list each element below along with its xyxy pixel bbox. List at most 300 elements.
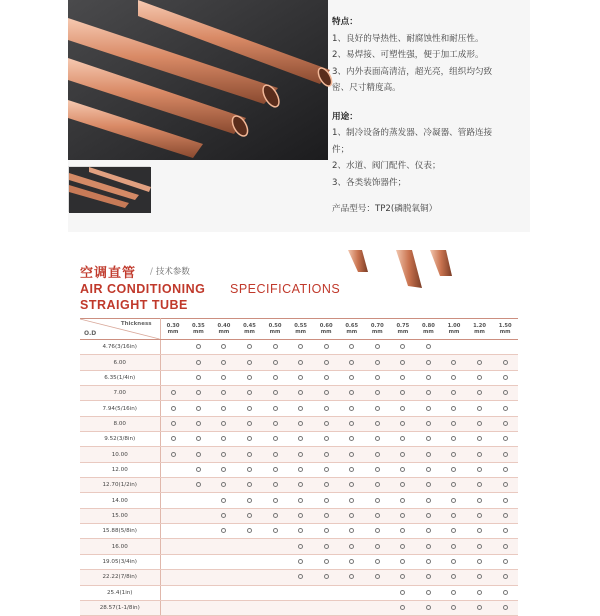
en-title-line-1: AIR CONDITIONING	[80, 282, 206, 296]
availability-cell	[492, 585, 518, 600]
available-mark	[221, 452, 226, 457]
available-mark	[273, 406, 278, 411]
availability-cell	[441, 524, 467, 539]
availability-cell	[339, 539, 365, 554]
availability-cell	[288, 386, 314, 401]
table-row	[80, 524, 518, 539]
availability-cell	[288, 370, 314, 385]
available-mark	[503, 467, 508, 472]
thickness-header	[416, 319, 442, 340]
available-mark	[375, 574, 380, 579]
availability-cell	[262, 416, 288, 431]
availability-cell	[390, 462, 416, 477]
available-mark	[375, 513, 380, 518]
thickness-value: 0.45	[243, 323, 256, 329]
availability-cell	[262, 554, 288, 569]
availability-cell	[288, 416, 314, 431]
table-row	[80, 447, 518, 462]
availability-cell	[492, 478, 518, 493]
availability-cell	[416, 355, 442, 370]
available-mark	[400, 574, 405, 579]
availability-cell	[186, 386, 212, 401]
availability-cell	[288, 554, 314, 569]
available-mark	[451, 390, 456, 395]
availability-cell	[211, 370, 237, 385]
thickness-value: 0.65	[345, 323, 359, 329]
available-mark	[503, 605, 508, 610]
availability-cell	[339, 478, 365, 493]
corner-od-label: O.D	[84, 330, 97, 337]
available-mark	[375, 375, 380, 380]
od-cell: 4.76(3/16in)	[80, 340, 160, 355]
availability-cell	[441, 447, 467, 462]
availability-cell	[237, 585, 263, 600]
available-mark	[477, 544, 482, 549]
availability-cell	[390, 570, 416, 585]
available-mark	[503, 390, 508, 395]
availability-cell	[313, 600, 339, 615]
od-cell: 8.00	[80, 416, 160, 431]
available-mark	[324, 360, 329, 365]
available-mark	[324, 467, 329, 472]
od-cell: 9.52(3/8in)	[80, 432, 160, 447]
availability-cell	[416, 600, 442, 615]
available-mark	[273, 360, 278, 365]
available-mark	[400, 375, 405, 380]
availability-cell	[186, 340, 212, 355]
available-mark	[221, 406, 226, 411]
availability-cell	[441, 554, 467, 569]
thickness-header	[288, 319, 314, 340]
available-mark	[503, 574, 508, 579]
available-mark	[196, 375, 201, 380]
availability-cell	[160, 600, 186, 615]
availability-cell	[288, 432, 314, 447]
table-row	[80, 386, 518, 401]
availability-cell	[492, 355, 518, 370]
table-row	[80, 493, 518, 508]
available-mark	[273, 344, 278, 349]
availability-cell	[262, 370, 288, 385]
thickness-header	[492, 319, 518, 340]
availability-cell	[390, 600, 416, 615]
availability-cell	[365, 401, 391, 416]
availability-cell	[365, 508, 391, 523]
available-mark	[477, 498, 482, 503]
available-mark	[400, 360, 405, 365]
availability-cell	[441, 478, 467, 493]
feature-item-1: 1、良好的导热性、耐腐蚀性和耐压性。	[332, 33, 484, 44]
availability-cell	[441, 386, 467, 401]
availability-cell	[237, 355, 263, 370]
availability-cell	[313, 401, 339, 416]
availability-cell	[416, 401, 442, 416]
available-mark	[273, 498, 278, 503]
available-mark	[196, 390, 201, 395]
available-mark	[247, 467, 252, 472]
available-mark	[171, 452, 176, 457]
availability-cell	[211, 585, 237, 600]
available-mark	[426, 406, 431, 411]
availability-cell	[339, 416, 365, 431]
available-mark	[349, 344, 354, 349]
available-mark	[298, 544, 303, 549]
available-mark	[273, 452, 278, 457]
availability-cell	[237, 370, 263, 385]
available-mark	[273, 436, 278, 441]
availability-cell	[186, 478, 212, 493]
availability-cell	[339, 432, 365, 447]
availability-cell	[492, 370, 518, 385]
thickness-value: 0.50	[268, 323, 282, 329]
availability-cell	[339, 355, 365, 370]
availability-cell	[262, 524, 288, 539]
availability-cell	[211, 447, 237, 462]
availability-cell	[441, 539, 467, 554]
available-mark	[503, 482, 508, 487]
available-mark	[375, 436, 380, 441]
available-mark	[247, 452, 252, 457]
thickness-value: 0.80	[422, 323, 435, 329]
available-mark	[298, 482, 303, 487]
available-mark	[375, 528, 380, 533]
availability-cell	[186, 462, 212, 477]
availability-cell	[288, 539, 314, 554]
available-mark	[426, 498, 431, 503]
availability-cell	[211, 401, 237, 416]
available-mark	[349, 390, 354, 395]
availability-cell	[237, 416, 263, 431]
availability-cell	[492, 508, 518, 523]
available-mark	[400, 421, 405, 426]
availability-cell	[237, 401, 263, 416]
availability-cell	[186, 585, 212, 600]
available-mark	[400, 390, 405, 395]
availability-cell	[416, 462, 442, 477]
available-mark	[349, 421, 354, 426]
availability-cell	[160, 355, 186, 370]
en-title-line-2: STRAIGHT TUBE	[80, 298, 188, 312]
available-mark	[426, 590, 431, 595]
available-mark	[400, 467, 405, 472]
available-mark	[400, 528, 405, 533]
available-mark	[324, 528, 329, 533]
availability-cell	[211, 432, 237, 447]
available-mark	[298, 375, 303, 380]
available-mark	[477, 360, 482, 365]
availability-cell	[390, 478, 416, 493]
availability-cell	[211, 508, 237, 523]
available-mark	[426, 513, 431, 518]
available-mark	[273, 528, 278, 533]
available-mark	[400, 559, 405, 564]
availability-cell	[365, 416, 391, 431]
available-mark	[477, 452, 482, 457]
availability-cell	[339, 585, 365, 600]
availability-cell	[467, 340, 493, 355]
available-mark	[196, 452, 201, 457]
available-mark	[349, 574, 354, 579]
available-mark	[400, 498, 405, 503]
available-mark	[375, 559, 380, 564]
availability-cell	[186, 493, 212, 508]
available-mark	[324, 482, 329, 487]
od-cell: 22.22(7/8in)	[80, 570, 160, 585]
available-mark	[298, 452, 303, 457]
available-mark	[298, 513, 303, 518]
available-mark	[503, 544, 508, 549]
available-mark	[324, 513, 329, 518]
available-mark	[221, 528, 226, 533]
thickness-header	[339, 319, 365, 340]
thumbnail-image[interactable]	[68, 166, 150, 212]
thickness-unit: mm	[295, 329, 306, 335]
availability-cell	[160, 539, 186, 554]
available-mark	[477, 605, 482, 610]
available-mark	[171, 390, 176, 395]
availability-cell	[416, 570, 442, 585]
available-mark	[451, 498, 456, 503]
usage-item-2: 2、水道、阀门配件、仪表；	[332, 161, 441, 171]
subtitle-separator: /	[150, 267, 153, 277]
od-cell: 10.00	[80, 447, 160, 462]
availability-cell	[365, 524, 391, 539]
availability-cell	[211, 355, 237, 370]
available-mark	[451, 467, 456, 472]
available-mark	[324, 406, 329, 411]
availability-cell	[237, 524, 263, 539]
od-cell: 7.00	[80, 386, 160, 401]
available-mark	[298, 436, 303, 441]
availability-cell	[467, 355, 493, 370]
thickness-unit: mm	[167, 329, 179, 335]
availability-cell	[416, 585, 442, 600]
availability-cell	[441, 570, 467, 585]
availability-cell	[262, 539, 288, 554]
availability-cell	[365, 585, 391, 600]
available-mark	[247, 360, 252, 365]
availability-cell	[365, 355, 391, 370]
availability-cell	[160, 416, 186, 431]
availability-cell	[211, 554, 237, 569]
availability-cell	[365, 370, 391, 385]
available-mark	[298, 390, 303, 395]
available-mark	[426, 544, 431, 549]
available-mark	[324, 559, 329, 564]
availability-cell	[262, 585, 288, 600]
copper-tube-photo	[68, 0, 328, 160]
available-mark	[273, 482, 278, 487]
availability-cell	[339, 554, 365, 569]
availability-cell	[441, 340, 467, 355]
available-mark	[196, 360, 201, 365]
available-mark	[298, 528, 303, 533]
availability-cell	[390, 370, 416, 385]
availability-cell	[492, 416, 518, 431]
available-mark	[477, 421, 482, 426]
available-mark	[503, 528, 508, 533]
available-mark	[247, 344, 252, 349]
availability-cell	[365, 340, 391, 355]
availability-cell	[467, 585, 493, 600]
available-mark	[503, 513, 508, 518]
available-mark	[349, 452, 354, 457]
features-title: 特点：	[332, 17, 358, 27]
availability-cell	[262, 493, 288, 508]
availability-cell	[313, 432, 339, 447]
availability-cell	[416, 370, 442, 385]
od-cell: 6.35(1/4in)	[80, 370, 160, 385]
availability-cell	[467, 370, 493, 385]
availability-cell	[467, 416, 493, 431]
available-mark	[324, 421, 329, 426]
availability-cell	[160, 554, 186, 569]
availability-cell	[160, 524, 186, 539]
availability-cell	[467, 600, 493, 615]
availability-cell	[186, 539, 212, 554]
availability-cell	[390, 401, 416, 416]
thickness-unit: mm	[474, 329, 485, 335]
availability-cell	[313, 340, 339, 355]
available-mark	[247, 528, 252, 533]
availability-cell	[492, 386, 518, 401]
usage-title: 用途：	[332, 111, 358, 122]
available-mark	[451, 528, 456, 533]
availability-cell	[339, 401, 365, 416]
available-mark	[247, 436, 252, 441]
availability-cell	[186, 370, 212, 385]
available-mark	[426, 467, 431, 472]
thickness-value: 0.30	[166, 323, 180, 329]
availability-cell	[339, 508, 365, 523]
availability-cell	[211, 478, 237, 493]
availability-cell	[416, 340, 442, 355]
available-mark	[426, 421, 431, 426]
availability-cell	[313, 478, 339, 493]
availability-cell	[160, 585, 186, 600]
available-mark	[426, 452, 431, 457]
availability-cell	[313, 355, 339, 370]
available-mark	[503, 406, 508, 411]
availability-cell	[492, 600, 518, 615]
available-mark	[196, 467, 201, 472]
availability-cell	[262, 508, 288, 523]
available-mark	[477, 390, 482, 395]
thickness-unit: mm	[397, 329, 409, 335]
usage-item-1: 1、制冷设备的蒸发器、冷凝器、管路连接	[332, 128, 493, 138]
availability-cell	[262, 386, 288, 401]
available-mark	[426, 390, 431, 395]
thickness-header	[313, 319, 339, 340]
thickness-value: 0.60	[319, 323, 333, 329]
spec-header	[80, 258, 530, 318]
availability-cell	[390, 554, 416, 569]
available-mark	[349, 513, 354, 518]
available-mark	[400, 513, 405, 518]
available-mark	[349, 544, 354, 549]
available-mark	[477, 467, 482, 472]
availability-cell	[339, 386, 365, 401]
availability-cell	[262, 570, 288, 585]
thickness-header	[211, 319, 237, 340]
availability-cell	[237, 447, 263, 462]
availability-cell	[339, 447, 365, 462]
thickness-unit: mm	[269, 329, 281, 335]
availability-cell	[211, 340, 237, 355]
availability-cell	[390, 524, 416, 539]
available-mark	[451, 544, 456, 549]
available-mark	[221, 482, 226, 487]
availability-cell	[160, 386, 186, 401]
thickness-unit: mm	[423, 329, 434, 335]
en-specifications-label: SPECIFICATIONS	[230, 282, 341, 296]
available-mark	[426, 344, 431, 349]
available-mark	[171, 436, 176, 441]
thickness-unit: mm	[448, 329, 460, 335]
availability-cell	[416, 539, 442, 554]
availability-cell	[416, 508, 442, 523]
availability-cell	[365, 386, 391, 401]
availability-cell	[211, 493, 237, 508]
thickness-value: 1.20	[473, 323, 486, 329]
availability-cell	[339, 370, 365, 385]
availability-cell	[441, 370, 467, 385]
table-row	[80, 554, 518, 569]
available-mark	[426, 559, 431, 564]
availability-cell	[467, 478, 493, 493]
available-mark	[247, 482, 252, 487]
available-mark	[426, 482, 431, 487]
available-mark	[349, 559, 354, 564]
available-mark	[324, 544, 329, 549]
availability-cell	[211, 386, 237, 401]
available-mark	[324, 436, 329, 441]
available-mark	[298, 421, 303, 426]
availability-cell	[441, 355, 467, 370]
available-mark	[400, 544, 405, 549]
availability-cell	[416, 493, 442, 508]
availability-cell	[492, 539, 518, 554]
thickness-header	[441, 319, 467, 340]
available-mark	[298, 574, 303, 579]
thickness-header	[390, 319, 416, 340]
available-mark	[273, 390, 278, 395]
available-mark	[375, 344, 380, 349]
available-mark	[375, 544, 380, 549]
availability-cell	[186, 508, 212, 523]
availability-cell	[288, 508, 314, 523]
availability-cell	[262, 401, 288, 416]
table-row	[80, 508, 518, 523]
available-mark	[451, 406, 456, 411]
thickness-header	[237, 319, 263, 340]
availability-cell	[390, 493, 416, 508]
available-mark	[477, 406, 482, 411]
availability-cell	[441, 508, 467, 523]
feature-description	[332, 14, 532, 218]
availability-cell	[365, 493, 391, 508]
available-mark	[426, 375, 431, 380]
thickness-value: 1.50	[498, 323, 512, 329]
available-mark	[400, 482, 405, 487]
table-row	[80, 585, 518, 600]
availability-cell	[492, 462, 518, 477]
availability-cell	[288, 401, 314, 416]
table-row	[80, 370, 518, 385]
availability-cell	[237, 462, 263, 477]
availability-cell	[313, 554, 339, 569]
available-mark	[324, 498, 329, 503]
